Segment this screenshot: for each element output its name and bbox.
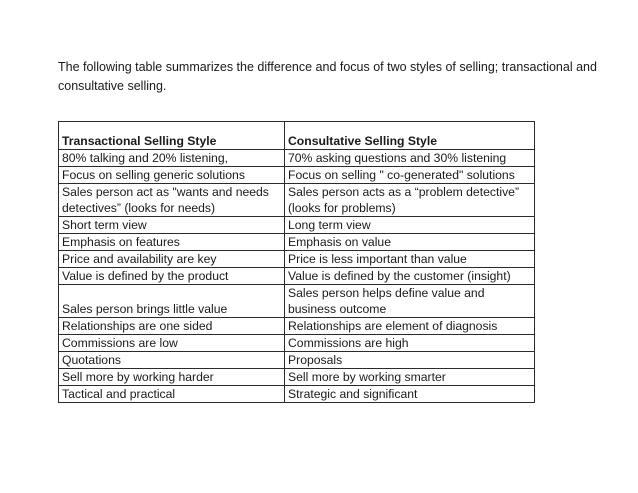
transactional-cell: Value is defined by the product xyxy=(59,268,285,285)
header-transactional: Transactional Selling Style xyxy=(59,122,285,150)
table-row xyxy=(59,234,535,251)
consultative-cell: Sales person helps define value and business outcome xyxy=(285,285,535,318)
transactional-cell: Price and availability are key xyxy=(59,251,285,268)
consultative-cell: 70% asking questions and 30% listening xyxy=(285,150,535,167)
consultative-cell: Value is defined by the customer (insight) xyxy=(285,268,535,285)
consultative-cell: Strategic and significant xyxy=(285,386,535,403)
transactional-cell: Relationships are one sided xyxy=(59,318,285,335)
consultative-cell: Long term view xyxy=(285,217,535,234)
table-row xyxy=(59,251,535,268)
transactional-cell: Sales person brings little value xyxy=(59,285,285,318)
table-row xyxy=(59,335,535,352)
table-row xyxy=(59,352,535,369)
consultative-cell: Focus on selling " co-generated" solutions xyxy=(285,167,535,184)
transactional-cell: Quotations xyxy=(59,352,285,369)
consultative-cell: Emphasis on value xyxy=(285,234,535,251)
transactional-cell: Sell more by working harder xyxy=(59,369,285,386)
transactional-cell: Sales person act as "wants and needs detectives” (looks for needs) xyxy=(59,184,285,217)
table-row xyxy=(59,167,535,184)
table-row xyxy=(59,318,535,335)
table-row xyxy=(59,150,535,167)
consultative-cell: Sell more by working smarter xyxy=(285,369,535,386)
table-row xyxy=(59,217,535,234)
transactional-cell: Focus on selling generic solutions xyxy=(59,167,285,184)
table-row xyxy=(59,285,535,318)
consultative-cell: Relationships are element of diagnosis xyxy=(285,318,535,335)
transactional-cell: Emphasis on features xyxy=(59,234,285,251)
consultative-cell: Commissions are high xyxy=(285,335,535,352)
transactional-cell: Short term view xyxy=(59,217,285,234)
table-row xyxy=(59,184,535,217)
consultative-cell: Proposals xyxy=(285,352,535,369)
table-header-row xyxy=(59,122,535,150)
transactional-cell: 80% talking and 20% listening, xyxy=(59,150,285,167)
transactional-cell: Commissions are low xyxy=(59,335,285,352)
consultative-cell: Sales person acts as a “problem detective” (looks for problems) xyxy=(285,184,535,217)
header-consultative: Consultative Selling Style xyxy=(285,122,535,150)
selling-styles-table xyxy=(58,121,535,403)
consultative-cell: Price is less important than value xyxy=(285,251,535,268)
transactional-cell: Tactical and practical xyxy=(59,386,285,403)
table-row xyxy=(59,369,535,386)
table-row xyxy=(59,268,535,285)
table-row xyxy=(59,386,535,403)
intro-paragraph: The following table summarizes the difference and focus of two styles of selling; transactional and consultative selling. xyxy=(58,60,597,93)
